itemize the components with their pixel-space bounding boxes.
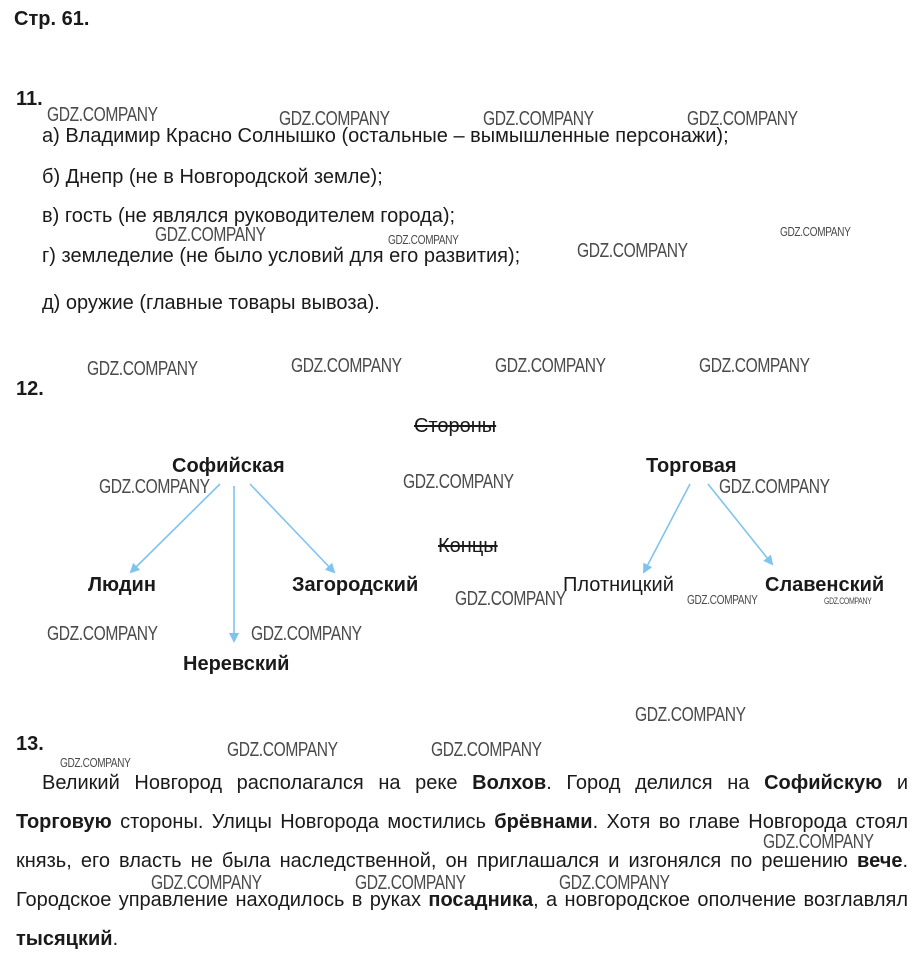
watermark: GDZ.COMPANY — [87, 358, 198, 380]
watermark: GDZ.COMPANY — [60, 755, 131, 770]
watermark: GDZ.COMPANY — [227, 739, 338, 761]
text-run: . — [112, 928, 119, 950]
watermark: GDZ.COMPANY — [151, 872, 262, 894]
watermark: GDZ.COMPANY — [403, 471, 514, 493]
watermark: GDZ.COMPANY — [687, 108, 798, 130]
task-11-item-a: а) Владимир Красно Солнышко (остальные – вымышленные персонажи); — [42, 125, 729, 147]
task-12-number: 12. — [16, 378, 44, 400]
answer-volkhov: Волхов — [472, 772, 547, 794]
task-13-paragraph — [16, 764, 908, 959]
watermark: GDZ.COMPANY — [291, 355, 402, 377]
watermark: GDZ.COMPANY — [355, 872, 466, 894]
watermark: GDZ.COMPANY — [687, 592, 758, 607]
watermark: GDZ.COMPANY — [251, 623, 362, 645]
watermark: GDZ.COMPANY — [763, 831, 874, 853]
watermark: GDZ.COMPANY — [47, 104, 158, 126]
watermark: GDZ.COMPANY — [559, 872, 670, 894]
arrow-torg-plotnitsky — [644, 484, 690, 572]
text-run: . Город делился на — [546, 772, 765, 794]
answer-tysyatsky: тысяцкий — [16, 928, 113, 950]
answer-veche: вече — [857, 850, 903, 872]
text-run: , а новгородское ополчение возглавлял — [533, 889, 909, 911]
answer-torg: Торговую — [16, 811, 112, 833]
answer-sofia: Софийскую — [764, 772, 883, 794]
watermark: GDZ.COMPANY — [635, 704, 746, 726]
watermark: GDZ.COMPANY — [780, 224, 851, 239]
node-torg-side: Торговая — [646, 455, 737, 477]
task-11-number: 11. — [16, 88, 43, 110]
text-run: . Городское управление находилось в руках — [16, 850, 908, 911]
text-run: Великий Новгород располагался на реке — [42, 772, 473, 794]
task-11-item-c: в) гость (не являлся руководителем города); — [42, 205, 456, 227]
node-slavensky: Славенский — [765, 574, 885, 596]
watermark: GDZ.COMPANY — [47, 623, 158, 645]
text-run: . Хотя во главе Новгорода стоял князь, его власть не была наследственной, он приглашался и изгонялся по решению — [16, 811, 908, 872]
watermark: GDZ.COMPANY — [431, 739, 542, 761]
node-sofia-side: Софийская — [172, 455, 285, 477]
node-plotnitsky: Плотницкий — [563, 574, 674, 596]
label-ends: Концы — [438, 535, 498, 557]
watermark: GDZ.COMPANY — [483, 108, 594, 130]
watermark: GDZ.COMPANY — [824, 596, 872, 606]
watermark: GDZ.COMPANY — [719, 476, 830, 498]
answer-logs: брёвнами — [494, 811, 593, 833]
node-zagorodsky: Загородский — [292, 574, 419, 596]
answer-posadnik: посадника — [428, 889, 534, 911]
label-sides: Стороны — [414, 415, 497, 437]
text-run: и — [882, 772, 908, 794]
task-13-number: 13. — [16, 733, 44, 755]
watermark: GDZ.COMPANY — [279, 108, 390, 130]
task-11-item-e: д) оружие (главные товары вывоза). — [42, 292, 380, 314]
watermark: GDZ.COMPANY — [699, 355, 810, 377]
watermark: GDZ.COMPANY — [577, 240, 688, 262]
watermark: GDZ.COMPANY — [155, 224, 266, 246]
task-11-item-b: б) Днепр (не в Новгородской земле); — [42, 166, 383, 188]
node-nerevsky: Неревский — [183, 653, 290, 675]
page-title: Стр. 61. — [14, 8, 90, 30]
watermark: GDZ.COMPANY — [495, 355, 606, 377]
watermark: GDZ.COMPANY — [388, 232, 459, 247]
watermark: GDZ.COMPANY — [455, 588, 566, 610]
task-11-item-d: г) земледелие (не было условий для его развития); — [42, 245, 521, 267]
watermark: GDZ.COMPANY — [99, 476, 210, 498]
node-ludin: Людин — [88, 574, 156, 596]
arrow-sofia-zagorodsky — [250, 484, 334, 572]
text-run: стороны. Улицы Новгорода мостились — [111, 811, 495, 833]
